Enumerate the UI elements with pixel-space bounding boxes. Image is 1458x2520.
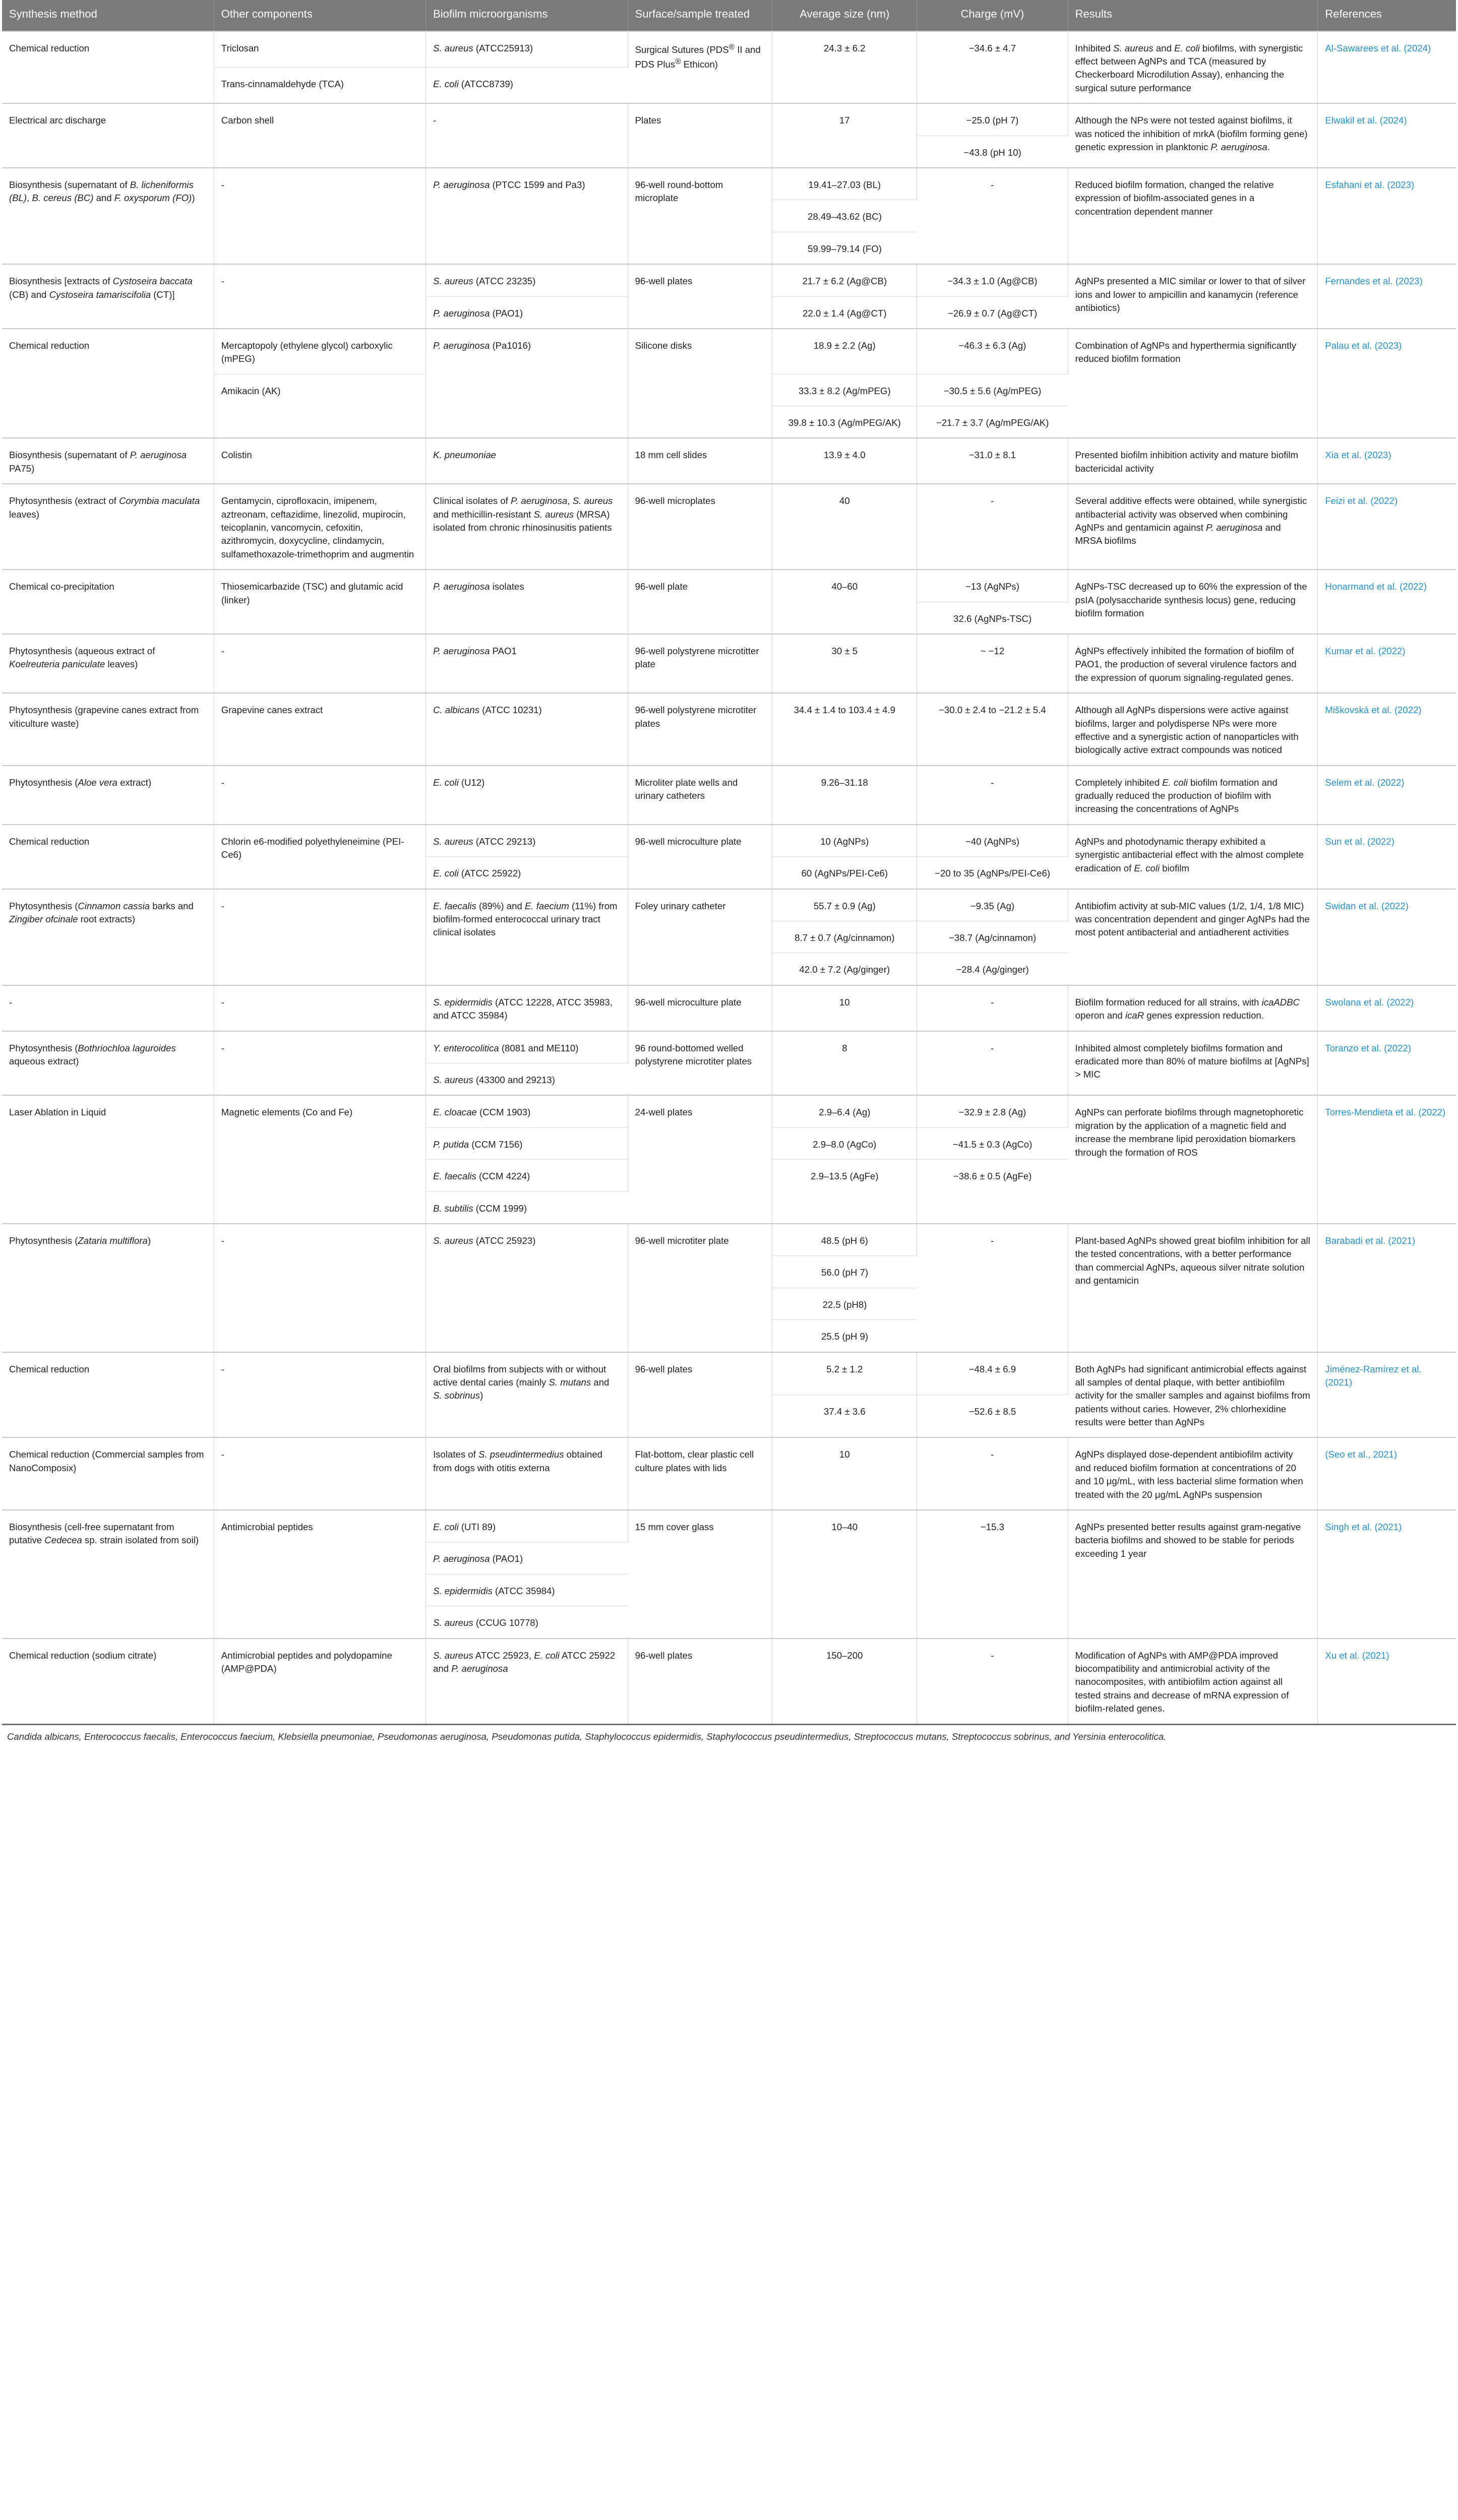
cell-synthesis-method: Laser Ablation in Liquid xyxy=(2,1095,214,1224)
cell-surface-treated: Surgical Sutures (PDS® II and PDS Plus® Ethicon) xyxy=(628,31,772,104)
cell-charge: - xyxy=(917,484,1068,570)
cell-other-components: Carbon shell xyxy=(214,103,426,168)
cell-charge: −26.9 ± 0.7 (Ag@CT) xyxy=(917,296,1068,329)
cell-reference-link[interactable]: (Seo et al., 2021) xyxy=(1318,1437,1456,1510)
cell-results: Inhibited S. aureus and E. coli biofilms, with synergistic effect between AgNPs and TCA (measured by Checkerboard Microdilution Assay), enhancing the surgical suture performance xyxy=(1068,31,1318,104)
cell-results: AgNPs presented a MIC similar or lower to that of silver ions and lower to ampicillin and kanamycin (reference antibiotics) xyxy=(1068,264,1318,329)
cell-reference-link[interactable]: Swidan et al. (2022) xyxy=(1318,889,1456,985)
cell-synthesis-method: Chemical reduction xyxy=(2,31,214,104)
cell-synthesis-method: Biosynthesis (cell-free supernatant from putative Cedecea sp. strain isolated from soil) xyxy=(2,1510,214,1639)
cell-surface-treated: 96 round-bottomed welled polystyrene microtiter plates xyxy=(628,1031,772,1096)
cell-reference-link[interactable]: Selem et al. (2022) xyxy=(1318,766,1456,825)
cell-synthesis-method: Electrical arc discharge xyxy=(2,103,214,168)
cell-other-components: Grapevine canes extract xyxy=(214,693,426,766)
cell-charge: −46.3 ± 6.3 (Ag) xyxy=(917,329,1068,374)
cell-reference-link[interactable]: Singh et al. (2021) xyxy=(1318,1510,1456,1639)
cell-average-size: 21.7 ± 6.2 (Ag@CB) xyxy=(772,264,917,296)
cell-synthesis-method: Phytosynthesis (aqueous extract of Koelreuteria paniculate leaves) xyxy=(2,634,214,693)
table-row xyxy=(2,31,1456,68)
cell-biofilm-microorganism: - xyxy=(426,103,628,168)
cell-charge: - xyxy=(917,1639,1068,1724)
cell-results: Both AgNPs had significant antimicrobial effects against all samples of dental plaque, with better antibiofilm activity for the smaller samples and against biofilms from patients without caries. However, 2% chlorhexidine results were better than AgNPs xyxy=(1068,1352,1318,1438)
cell-synthesis-method: Phytosynthesis (grapevine canes extract from viticulture waste) xyxy=(2,693,214,766)
column-header: Average size (nm) xyxy=(772,0,917,31)
cell-average-size: 5.2 ± 1.2 xyxy=(772,1352,917,1395)
cell-average-size: 55.7 ± 0.9 (Ag) xyxy=(772,889,917,921)
cell-reference-link[interactable]: Miškovská et al. (2022) xyxy=(1318,693,1456,766)
cell-average-size: 42.0 ± 7.2 (Ag/ginger) xyxy=(772,953,917,985)
cell-other-components: - xyxy=(214,1031,426,1096)
cell-other-components: Colistin xyxy=(214,438,426,484)
table-row xyxy=(2,1437,1456,1510)
cell-surface-treated: 96-well plates xyxy=(628,264,772,329)
table-row xyxy=(2,634,1456,693)
cell-reference-link[interactable]: Esfahani et al. (2023) xyxy=(1318,168,1456,264)
cell-results: Inhibited almost completely biofilms formation and eradicated more than 80% of mature biofilms at [AgNPs] > MIC xyxy=(1068,1031,1318,1096)
cell-charge: −28.4 (Ag/ginger) xyxy=(917,953,1068,985)
cell-biofilm-microorganism: P. aeruginosa (PAO1) xyxy=(426,1542,628,1574)
cell-reference-link[interactable]: Elwakil et al. (2024) xyxy=(1318,103,1456,168)
cell-average-size: 22.0 ± 1.4 (Ag@CT) xyxy=(772,296,917,329)
column-header: References xyxy=(1318,0,1456,31)
cell-average-size: 19.41–27.03 (BL) xyxy=(772,168,917,200)
cell-synthesis-method: Chemical reduction (sodium citrate) xyxy=(2,1639,214,1724)
cell-other-components: Trans-cinnamaldehyde (TCA) xyxy=(214,67,426,103)
cell-results: Antibiofim activity at sub-MIC values (1/2, 1/4, 1/8 MIC) was concentration dependent and ginger AgNPs had the most potent antibacterial and antiadherent activities xyxy=(1068,889,1318,985)
cell-charge: −9.35 (Ag) xyxy=(917,889,1068,921)
cell-synthesis-method: Biosynthesis (supernatant of B. licheniformis (BL), B. cereus (BC) and F. oxysporum (FO)) xyxy=(2,168,214,264)
cell-biofilm-microorganism: E. coli (ATCC 25922) xyxy=(426,857,628,889)
cell-charge: −52.6 ± 8.5 xyxy=(917,1395,1068,1437)
cell-results: Combination of AgNPs and hyperthermia significantly reduced biofilm formation xyxy=(1068,329,1318,438)
cell-reference-link[interactable]: Torres-Mendieta et al. (2022) xyxy=(1318,1095,1456,1224)
cell-average-size: 2.9–8.0 (AgCo) xyxy=(772,1127,917,1159)
cell-average-size: 25.5 (pH 9) xyxy=(772,1320,917,1352)
cell-average-size: 10 (AgNPs) xyxy=(772,825,917,857)
cell-reference-link[interactable]: Swolana et al. (2022) xyxy=(1318,985,1456,1031)
table-row xyxy=(2,103,1456,136)
cell-other-components: Thiosemicarbazide (TSC) and glutamic acid (linker) xyxy=(214,570,426,634)
cell-other-components: Mercaptopoly (ethylene glycol) carboxylic (mPEG) xyxy=(214,329,426,374)
cell-results: AgNPs can perforate biofilms through magnetophoretic migration by the application of a magnetic field and increase the membrane lipid peroxidation biomarkers through the formation of ROS xyxy=(1068,1095,1318,1224)
cell-results: Presented biofilm inhibition activity and mature biofilm bactericidal activity xyxy=(1068,438,1318,484)
cell-average-size: 10 xyxy=(772,1437,917,1510)
cell-charge: 32.6 (AgNPs-TSC) xyxy=(917,602,1068,634)
cell-other-components: - xyxy=(214,889,426,985)
cell-biofilm-microorganism: S. aureus (ATCC 25923) xyxy=(426,1224,628,1352)
cell-average-size: 8 xyxy=(772,1031,917,1096)
cell-reference-link[interactable]: Toranzo et al. (2022) xyxy=(1318,1031,1456,1096)
cell-surface-treated: 96-well microculture plate xyxy=(628,825,772,889)
cell-biofilm-microorganism: E. coli (UTI 89) xyxy=(426,1510,628,1542)
table-row xyxy=(2,1031,1456,1063)
cell-synthesis-method: Biosynthesis (supernatant of P. aeruginosa PA75) xyxy=(2,438,214,484)
cell-synthesis-method: - xyxy=(2,985,214,1031)
cell-biofilm-microorganism: S. aureus ATCC 25923, E. coli ATCC 25922 and P. aeruginosa xyxy=(426,1639,628,1724)
cell-charge: - xyxy=(917,766,1068,825)
cell-other-components: - xyxy=(214,264,426,329)
cell-biofilm-microorganism: E. cloacae (CCM 1903) xyxy=(426,1095,628,1127)
cell-other-components: - xyxy=(214,1437,426,1510)
cell-synthesis-method: Biosynthesis [extracts of Cystoseira baccata (CB) and Cystoseira tamariscifolia (CT)] xyxy=(2,264,214,329)
cell-synthesis-method: Phytosynthesis (Aloe vera extract) xyxy=(2,766,214,825)
cell-reference-link[interactable]: Sun et al. (2022) xyxy=(1318,825,1456,889)
cell-biofilm-microorganism: P. aeruginosa PAO1 xyxy=(426,634,628,693)
cell-biofilm-microorganism: P. putida (CCM 7156) xyxy=(426,1127,628,1159)
cell-results: Completely inhibited E. coli biofilm formation and gradually reduced the production of biofilm with increasing the concentrations of AgNPs xyxy=(1068,766,1318,825)
table-row xyxy=(2,264,1456,296)
cell-charge: −13 (AgNPs) xyxy=(917,570,1068,602)
cell-surface-treated: 96-well plates xyxy=(628,1352,772,1438)
table-row xyxy=(2,825,1456,857)
cell-surface-treated: Plates xyxy=(628,103,772,168)
cell-charge: −41.5 ± 0.3 (AgCo) xyxy=(917,1127,1068,1159)
table-row xyxy=(2,1095,1456,1127)
table-row xyxy=(2,570,1456,602)
results-table xyxy=(2,0,1456,1724)
cell-surface-treated: 96-well microtiter plate xyxy=(628,1224,772,1352)
cell-other-components: Magnetic elements (Co and Fe) xyxy=(214,1095,426,1224)
cell-biofilm-microorganism: E. faecalis (CCM 4224) xyxy=(426,1160,628,1191)
cell-biofilm-microorganism: S. aureus (43300 and 29213) xyxy=(426,1063,628,1096)
cell-synthesis-method: Phytosynthesis (Bothriochloa laguroides aqueous extract) xyxy=(2,1031,214,1096)
cell-charge: −21.7 ± 3.7 (Ag/mPEG/AK) xyxy=(917,406,1068,438)
cell-average-size: 150–200 xyxy=(772,1639,917,1724)
cell-synthesis-method: Chemical reduction (Commercial samples from NanoComposix) xyxy=(2,1437,214,1510)
cell-average-size: 59.99–79.14 (FO) xyxy=(772,232,917,264)
cell-results: Biofilm formation reduced for all strains, with icaADBC operon and icaR genes expression reduction. xyxy=(1068,985,1318,1031)
cell-other-components: Chlorin e6-modified polyethyleneimine (PEI-Ce6) xyxy=(214,825,426,889)
cell-charge: - xyxy=(917,1031,1068,1096)
table-row xyxy=(2,1639,1456,1724)
cell-charge: −25.0 (pH 7) xyxy=(917,103,1068,136)
cell-charge: −34.6 ± 4.7 xyxy=(917,31,1068,104)
cell-average-size: 2.9–6.4 (Ag) xyxy=(772,1095,917,1127)
cell-average-size: 39.8 ± 10.3 (Ag/mPEG/AK) xyxy=(772,406,917,438)
cell-results: AgNPs displayed dose-dependent antibiofilm activity and reduced biofilm formation at concentrations of 20 and 10 μg/mL, with less bacterial slime formation when treated with the 20 μg/mL AgNPs suspension xyxy=(1068,1437,1318,1510)
cell-charge: −20 to 35 (AgNPs/PEI-Ce6) xyxy=(917,857,1068,889)
cell-charge: ~ −12 xyxy=(917,634,1068,693)
cell-average-size: 56.0 (pH 7) xyxy=(772,1256,917,1288)
table-footnote: Candida albicans, Enterococcus faecalis, Enterococcus faecium, Klebsiella pneumoniae, Pseudomonas aeruginosa, Pseudomonas putida, Staphylococcus epidermidis, Staphylococcus pseudintermedius, Streptococcus mutans, Streptococcus sobrinus, and Yersinia enterocolitica. xyxy=(2,1724,1456,1744)
table-row xyxy=(2,985,1456,1031)
column-header: Synthesis method xyxy=(2,0,214,31)
cell-reference-link[interactable]: Al-Sawarees et al. (2024) xyxy=(1318,31,1456,104)
cell-surface-treated: Foley urinary catheter xyxy=(628,889,772,985)
cell-surface-treated: 18 mm cell slides xyxy=(628,438,772,484)
cell-surface-treated: 96-well round-bottom microplate xyxy=(628,168,772,264)
cell-charge: - xyxy=(917,1437,1068,1510)
cell-synthesis-method: Phytosynthesis (Zataria multiflora) xyxy=(2,1224,214,1352)
cell-average-size: 40–60 xyxy=(772,570,917,634)
cell-average-size: 2.9–13.5 (AgFe) xyxy=(772,1160,917,1224)
cell-charge: −38.7 (Ag/cinnamon) xyxy=(917,921,1068,953)
cell-average-size: 60 (AgNPs/PEI-Ce6) xyxy=(772,857,917,889)
cell-other-components: - xyxy=(214,1224,426,1352)
cell-reference-link[interactable]: Xia et al. (2023) xyxy=(1318,438,1456,484)
cell-surface-treated: 96-well plates xyxy=(628,1639,772,1724)
cell-reference-link[interactable]: Xu et al. (2021) xyxy=(1318,1639,1456,1724)
cell-results: Although the NPs were not tested against biofilms, it was noticed the inhibition of mrkA (biofilm forming gene) genetic expression in planktonic P. aeruginosa. xyxy=(1068,103,1318,168)
cell-surface-treated: Microliter plate wells and urinary catheters xyxy=(628,766,772,825)
cell-reference-link[interactable]: Barabadi et al. (2021) xyxy=(1318,1224,1456,1352)
column-header: Surface/sample treated xyxy=(628,0,772,31)
table-row xyxy=(2,484,1456,570)
cell-reference-link[interactable]: Honarmand et al. (2022) xyxy=(1318,570,1456,634)
cell-charge: −30.0 ± 2.4 to −21.2 ± 5.4 xyxy=(917,693,1068,766)
cell-surface-treated: 96-well polystyrene microtiter plates xyxy=(628,693,772,766)
cell-synthesis-method: Chemical reduction xyxy=(2,1352,214,1438)
cell-reference-link[interactable]: Fernandes et al. (2023) xyxy=(1318,264,1456,329)
cell-other-components: Triclosan xyxy=(214,31,426,68)
cell-biofilm-microorganism: Oral biofilms from subjects with or without active dental caries (mainly S. mutans and S. sobrinus) xyxy=(426,1352,628,1438)
table-body xyxy=(2,31,1456,1724)
cell-average-size: 24.3 ± 6.2 xyxy=(772,31,917,104)
table-row xyxy=(2,1352,1456,1395)
table-header-row xyxy=(2,0,1456,31)
cell-surface-treated: 96-well microplates xyxy=(628,484,772,570)
column-header: Results xyxy=(1068,0,1318,31)
column-header: Biofilm microorganisms xyxy=(426,0,628,31)
cell-synthesis-method: Chemical co-precipitation xyxy=(2,570,214,634)
cell-surface-treated: 24-well plates xyxy=(628,1095,772,1224)
cell-average-size: 22.5 (pH8) xyxy=(772,1288,917,1319)
cell-biofilm-microorganism: S. aureus (ATCC 23235) xyxy=(426,264,628,296)
table-row xyxy=(2,1224,1456,1256)
cell-biofilm-microorganism: S. aureus (ATCC25913) xyxy=(426,31,628,68)
cell-results: Modification of AgNPs with AMP@PDA improved biocompatibility and antimicrobial activity of the nanocomposites, with antibiofilm action against all tested strains and decrease of mRNA expression of biofilm-related genes. xyxy=(1068,1639,1318,1724)
cell-results: Although all AgNPs dispersions were active against biofilms, larger and polydisperse NPs were more effective and a synergistic action of nanoparticles with biologically active extract compounds was noticed xyxy=(1068,693,1318,766)
cell-biofilm-microorganism: Clinical isolates of P. aeruginosa, S. aureus and methicillin-resistant S. aureus (MRSA) isolated from chronic rhinosinusitis patients xyxy=(426,484,628,570)
cell-other-components: - xyxy=(214,985,426,1031)
cell-charge: - xyxy=(917,985,1068,1031)
cell-average-size: 17 xyxy=(772,103,917,168)
cell-results: Plant-based AgNPs showed great biofilm inhibition for all the tested concentrations, with a better performance than commercial AgNPs, aqueous silver nitrate solution and gentamicin xyxy=(1068,1224,1318,1352)
cell-charge: −30.5 ± 5.6 (Ag/mPEG) xyxy=(917,374,1068,406)
cell-surface-treated: Flat-bottom, clear plastic cell culture plates with lids xyxy=(628,1437,772,1510)
column-header: Other components xyxy=(214,0,426,31)
cell-reference-link[interactable]: Kumar et al. (2022) xyxy=(1318,634,1456,693)
cell-surface-treated: 96-well microculture plate xyxy=(628,985,772,1031)
cell-average-size: 9.26–31.18 xyxy=(772,766,917,825)
cell-biofilm-microorganism: P. aeruginosa (Pa1016) xyxy=(426,329,628,438)
cell-average-size: 8.7 ± 0.7 (Ag/cinnamon) xyxy=(772,921,917,953)
cell-results: AgNPs effectively inhibited the formation of biofilm of PAO1, the production of several virulence factors and the expression of quorum signaling-regulated genes. xyxy=(1068,634,1318,693)
cell-average-size: 34.4 ± 1.4 to 103.4 ± 4.9 xyxy=(772,693,917,766)
cell-charge: −43.8 (pH 10) xyxy=(917,136,1068,168)
cell-average-size: 10 xyxy=(772,985,917,1031)
cell-average-size: 30 ± 5 xyxy=(772,634,917,693)
cell-surface-treated: 96-well plate xyxy=(628,570,772,634)
cell-surface-treated: 15 mm cover glass xyxy=(628,1510,772,1639)
cell-charge: −31.0 ± 8.1 xyxy=(917,438,1068,484)
cell-reference-link[interactable]: Feizi et al. (2022) xyxy=(1318,484,1456,570)
cell-other-components: - xyxy=(214,766,426,825)
cell-average-size: 33.3 ± 8.2 (Ag/mPEG) xyxy=(772,374,917,406)
cell-results: AgNPs and photodynamic therapy exhibited a synergistic antibacterial effect with the almost complete eradication of E. coli biofilm xyxy=(1068,825,1318,889)
cell-biofilm-microorganism: E. faecalis (89%) and E. faecium (11%) from biofilm-formed enterococcal urinary tract clinical isolates xyxy=(426,889,628,985)
cell-biofilm-microorganism: Isolates of S. pseudintermedius obtained from dogs with otitis externa xyxy=(426,1437,628,1510)
cell-other-components: Antimicrobial peptides and polydopamine (AMP@PDA) xyxy=(214,1639,426,1724)
table-row xyxy=(2,329,1456,374)
table-row xyxy=(2,1510,1456,1542)
cell-charge: −40 (AgNPs) xyxy=(917,825,1068,857)
cell-reference-link[interactable]: Jiménez-Ramírez et al. (2021) xyxy=(1318,1352,1456,1438)
table-row xyxy=(2,438,1456,484)
table-row xyxy=(2,766,1456,825)
cell-charge: −48.4 ± 6.9 xyxy=(917,1352,1068,1395)
cell-reference-link[interactable]: Palau et al. (2023) xyxy=(1318,329,1456,438)
cell-charge: −38.6 ± 0.5 (AgFe) xyxy=(917,1160,1068,1224)
cell-average-size: 10–40 xyxy=(772,1510,917,1639)
cell-average-size: 40 xyxy=(772,484,917,570)
cell-biofilm-microorganism: P. aeruginosa (PAO1) xyxy=(426,296,628,329)
cell-charge: - xyxy=(917,1224,1068,1352)
cell-biofilm-microorganism: P. aeruginosa (PTCC 1599 and Pa3) xyxy=(426,168,628,264)
table-row xyxy=(2,693,1456,766)
cell-results: AgNPs-TSC decreased up to 60% the expression of the psIA (polysaccharide synthesis locus) gene, reducing biofilm formation xyxy=(1068,570,1318,634)
cell-biofilm-microorganism: S. aureus (ATCC 29213) xyxy=(426,825,628,857)
cell-synthesis-method: Chemical reduction xyxy=(2,329,214,438)
cell-biofilm-microorganism: S. epidermidis (ATCC 12228, ATCC 35983, and ATCC 35984) xyxy=(426,985,628,1031)
cell-biofilm-microorganism: P. aeruginosa isolates xyxy=(426,570,628,634)
cell-biofilm-microorganism: S. epidermidis (ATCC 35984) xyxy=(426,1574,628,1606)
cell-average-size: 48.5 (pH 6) xyxy=(772,1224,917,1256)
cell-charge: - xyxy=(917,168,1068,264)
cell-charge: −32.9 ± 2.8 (Ag) xyxy=(917,1095,1068,1127)
cell-biofilm-microorganism: E. coli (U12) xyxy=(426,766,628,825)
cell-average-size: 18.9 ± 2.2 (Ag) xyxy=(772,329,917,374)
cell-results: Reduced biofilm formation, changed the relative expression of biofilm-associated genes in a concentration dependent manner xyxy=(1068,168,1318,264)
cell-results: Several additive effects were obtained, while synergistic antibacterial activity was observed when combining AgNPs and gentamicin against P. aeruginosa and MRSA biofilms xyxy=(1068,484,1318,570)
cell-average-size: 28.49–43.62 (BC) xyxy=(772,200,917,232)
column-header: Charge (mV) xyxy=(917,0,1068,31)
cell-biofilm-microorganism: Y. enterocolitica (8081 and ME110) xyxy=(426,1031,628,1063)
table-row xyxy=(2,889,1456,921)
cell-average-size: 13.9 ± 4.0 xyxy=(772,438,917,484)
cell-other-components: Amikacin (AK) xyxy=(214,374,426,438)
cell-biofilm-microorganism: S. aureus (CCUG 10778) xyxy=(426,1606,628,1639)
cell-results: AgNPs presented better results against gram-negative bacteria biofilms and showed to be stable for periods exceeding 1 year xyxy=(1068,1510,1318,1639)
cell-biofilm-microorganism: C. albicans (ATCC 10231) xyxy=(426,693,628,766)
cell-biofilm-microorganism: B. subtilis (CCM 1999) xyxy=(426,1191,628,1224)
cell-surface-treated: 96-well polystyrene microtitter plate xyxy=(628,634,772,693)
cell-synthesis-method: Phytosynthesis (extract of Corymbia maculata leaves) xyxy=(2,484,214,570)
cell-charge: −34.3 ± 1.0 (Ag@CB) xyxy=(917,264,1068,296)
cell-other-components: Gentamycin, ciprofloxacin, imipenem, aztreonam, ceftazidime, linezolid, mupirocin, teicoplanin, vancomycin, cefoxitin, azithromycin, doxycycline, clindamycin, sulfamethoxazole-trimethoprim and augmentin xyxy=(214,484,426,570)
cell-other-components: Antimicrobial peptides xyxy=(214,1510,426,1639)
cell-average-size: 37.4 ± 3.6 xyxy=(772,1395,917,1437)
cell-biofilm-microorganism: K. pneumoniae xyxy=(426,438,628,484)
cell-charge: −15.3 xyxy=(917,1510,1068,1639)
table-row xyxy=(2,168,1456,200)
cell-biofilm-microorganism: E. coli (ATCC8739) xyxy=(426,67,628,103)
cell-surface-treated: Silicone disks xyxy=(628,329,772,438)
cell-other-components: - xyxy=(214,634,426,693)
cell-other-components: - xyxy=(214,168,426,264)
cell-synthesis-method: Chemical reduction xyxy=(2,825,214,889)
cell-synthesis-method: Phytosynthesis (Cinnamon cassia barks and Zingiber ofcinale root extracts) xyxy=(2,889,214,985)
cell-other-components: - xyxy=(214,1352,426,1438)
